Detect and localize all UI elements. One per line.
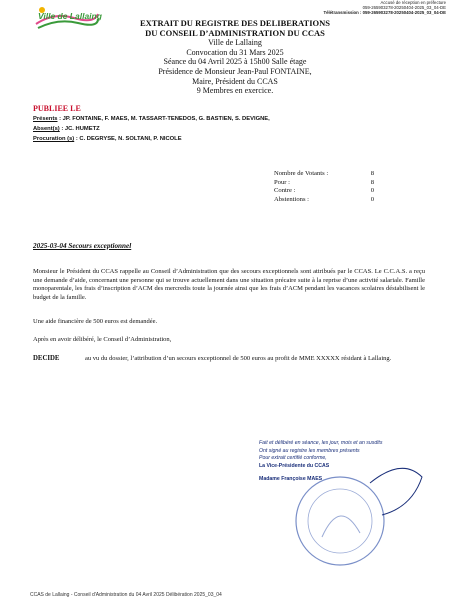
presents-label: Présents [33, 116, 58, 122]
header-line: Séance du 04 Avril 2025 à 15h00 Salle étage [163, 57, 307, 67]
vote-row [274, 170, 374, 179]
signatory-name: Madame Françoise MAES [259, 476, 323, 483]
vote-label: Nombre de Votants : [274, 170, 329, 177]
vote-value: 0 [370, 187, 374, 194]
stamp-line: Accusé de réception en préfecture [380, 0, 446, 5]
presents-value: : JP. FONTAINE, F. MAES, M. TASSART-TENEDOS, G. BASTIEN, S. DEVIGNE, [57, 116, 270, 122]
stamp-line: Télétransmission : 059-265903278-20250404-2025_03_04-DE [323, 10, 446, 15]
stamp-line: 059-265903278-20250404-2025_03_04-DE [362, 5, 446, 10]
decide-text: au vu du dossier, l’attribution d’un secours exceptionnel de 500 euros au profit de MME XXXXX résidant à Lallaing. [85, 355, 392, 362]
procuration-label: Procuration (s) [33, 136, 75, 142]
page-footer: CCAS de Lallaing - Conseil d'Administration du 04 Avril 2025 Délibération 2025_03_04 [30, 592, 222, 598]
presents-line [33, 116, 270, 122]
absents-line [33, 126, 100, 132]
signature-line: Fait et délibéré en séance, les jour, mois et an susdits [259, 440, 383, 446]
prefecture-stamp [296, 0, 446, 15]
procuration-value: : C. DEGRYSE, N. SOLTANI, P. NICOLE [74, 136, 182, 142]
paragraph-request: Une aide financière de 500 euros est demandée. [33, 318, 158, 325]
header-line: 9 Membres en exercice. [196, 86, 274, 96]
vote-value: 8 [370, 178, 374, 186]
vote-summary [274, 170, 374, 204]
document-header [90, 19, 380, 96]
document-subtitle: DU CONSEIL D’ADMINISTRATION DU CCAS [145, 27, 325, 38]
paragraph-deliberation: Après en avoir délibéré, le Conseil d’Administration, [33, 336, 172, 343]
signature-block [259, 440, 439, 484]
vote-row [274, 187, 374, 196]
vote-label: Pour : [274, 178, 290, 186]
signature-line: La Vice-Présidente du CCAS [259, 462, 330, 469]
vote-label: Contre : [274, 187, 296, 194]
vote-row [274, 179, 374, 188]
signature-line: Ont signé au registre les membres présents [259, 447, 360, 454]
logo-text: Ville de Lallaing [38, 11, 102, 21]
published-label: PUBLIEE LE [33, 104, 81, 113]
procuration-line [33, 136, 182, 142]
decide-label: DECIDE [33, 355, 60, 362]
header-line: Maire, Président du CCAS [192, 76, 278, 86]
absents-value: : JC. HUMETZ [59, 126, 100, 132]
paragraph-context: Monsieur le Président du CCAS rappelle au Conseil d’Administration que des secours exceptionnels sont attribués par le CCAS. Le C.C.A.S. a reçu une demande d’aide, concernant une personne qui se trouve actuellement dans une situation précaire suite à la reprise d’une activité salariale. Famille monoparentale, les frais d’inscription d’ACM des mercredis toute la journée ainsi que les frais d’ACM pendant les vacances scolaires déstabilisent le budget de la famille. [33, 268, 425, 301]
header-line: Ville de Lallaing [208, 38, 262, 48]
signature-line: Pour extrait certifié conforme, [259, 455, 327, 462]
vote-label: Abstentions : [274, 195, 309, 203]
document-title: EXTRAIT DU REGISTRE DES DELIBERATIONS [139, 18, 331, 28]
vote-row [274, 196, 374, 205]
header-line: Présidence de Monsieur Jean-Paul FONTAINE, [158, 66, 312, 76]
vote-value: 0 [370, 195, 374, 203]
vote-value: 8 [370, 170, 374, 177]
absents-label: Absent(s) [33, 126, 60, 132]
section-title: 2025-03-04 Secours exceptionnel [33, 242, 132, 250]
header-line: Convocation du 31 Mars 2025 [186, 47, 284, 57]
